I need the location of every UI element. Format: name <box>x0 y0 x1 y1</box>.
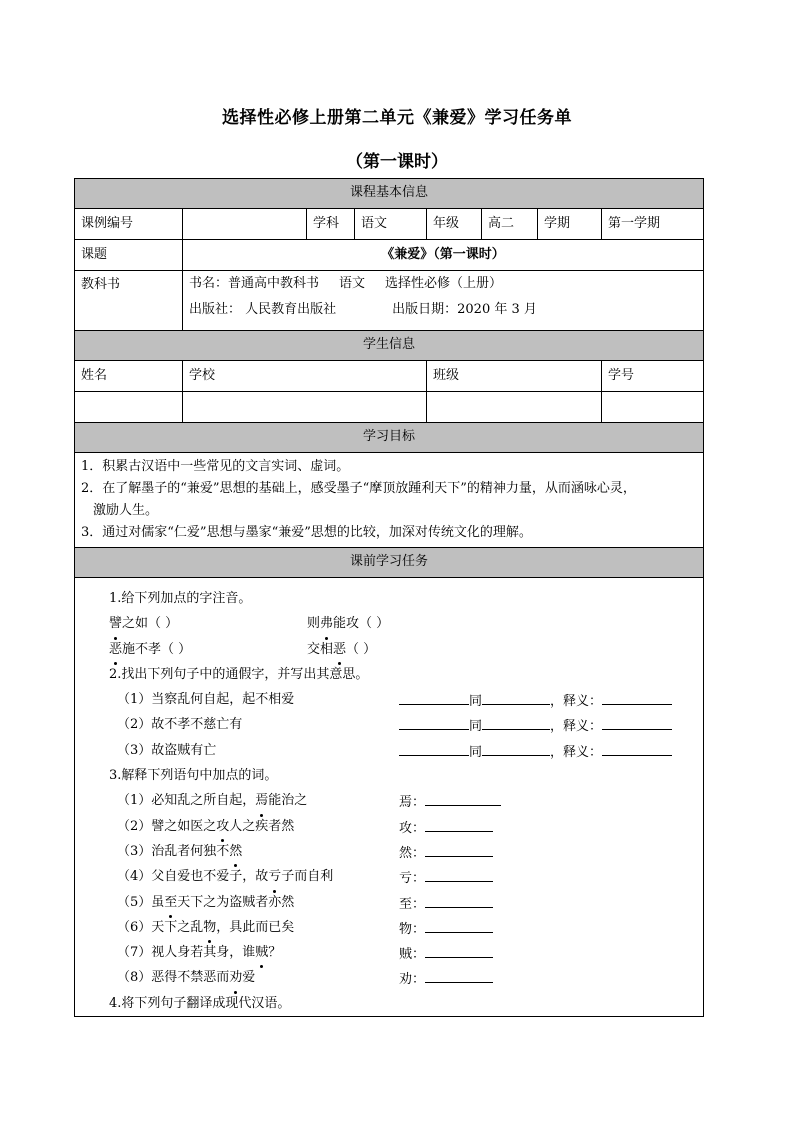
topic-label: 课题 <box>75 240 183 271</box>
goal-item-1: 1．积累古汉语中一些常见的文言实词、虚词。 <box>81 459 350 474</box>
q3-item: （7）视人身若其身，谁贼？ 贼： <box>109 940 697 965</box>
goals-row <box>75 453 704 548</box>
q2-answer-blanks[interactable]: 同 ，释义： <box>399 738 672 765</box>
subject-label: 学科 <box>307 209 355 240</box>
publish-date: 出版日期：2020 年 3 月 <box>392 302 537 317</box>
goal-item-2 <box>81 478 697 522</box>
q3-answer[interactable]: 攻： <box>399 814 493 841</box>
q2-answer-blanks[interactable]: 同 ，释义： <box>399 712 672 739</box>
subject-value: 语文 <box>355 209 427 240</box>
term-label: 学期 <box>538 209 602 240</box>
goals-header-row <box>75 423 704 453</box>
q2-item: （3）故盗贼有亡 同 ，释义： <box>109 738 697 763</box>
goal-item-2-text: 2．在了解墨子的“兼爱”思想的基础上，感受墨子“摩顶放踵利天下”的精神力量，从而涵咏心灵， <box>81 481 636 496</box>
textbook-row <box>75 271 704 331</box>
student-name-label: 姓名 <box>75 361 183 392</box>
q3-answer[interactable]: 物： <box>399 915 493 942</box>
course-info-header-row <box>75 179 704 209</box>
student-number-field[interactable] <box>602 392 704 423</box>
textbook-line-2 <box>189 297 697 323</box>
tasks-header-row <box>75 548 704 578</box>
q1-title: 1.给下列加点的字注音。 <box>109 591 252 606</box>
q1-item-a: 譬之如（ ） <box>109 616 178 631</box>
goal-item-3: 3．通过对儒家“仁爱”思想与墨家“兼爱”思想的比较，加深对传统文化的理解。 <box>81 525 532 540</box>
q3-answer[interactable]: 然： <box>399 839 493 866</box>
q3-item: （2）譬之如医之攻人之疾者然 攻： <box>109 814 697 839</box>
course-id-label: 课例编号 <box>75 209 183 240</box>
book-volume: 选择性必修（上册） <box>385 276 503 291</box>
q3-answer[interactable]: 至： <box>399 890 493 917</box>
q3-answer[interactable]: 劝： <box>399 965 493 992</box>
q2-item: （1）当察乱何自起，起不相爱 同 ，释义： <box>109 687 697 712</box>
term-value: 第一学期 <box>602 209 704 240</box>
student-info-header-row <box>75 331 704 361</box>
q2-title: 2.找出下列句子中的通假字，并写出其意思。 <box>109 666 369 682</box>
textbook-line-1 <box>189 271 697 297</box>
course-info-header: 课程基本信息 <box>75 179 704 209</box>
course-id-value[interactable] <box>183 209 307 240</box>
student-class-field[interactable] <box>427 392 602 423</box>
topic-value: 《兼爱》（第一课时） <box>183 240 704 271</box>
q4-title: 4.将下列句子翻译成现代汉语。 <box>109 995 291 1011</box>
document-title: 选择性必修上册第二单元《兼爱》学习任务单 <box>222 108 572 128</box>
q3-item: （8）恶得不禁恶而劝爱 劝： <box>109 965 697 990</box>
q3-item: （4）父自爱也不爱子，故亏子而自利 亏： <box>109 864 697 889</box>
q1-row-1 <box>109 611 697 636</box>
q2-item: （2）故不孝不慈亡有 同 ，释义： <box>109 712 697 737</box>
student-name-field[interactable] <box>75 392 183 423</box>
publisher: 出版社： 人民教育出版社 <box>189 302 337 317</box>
q1-row-2 <box>109 637 697 662</box>
student-number-label: 学号 <box>602 361 704 392</box>
q1-item-d: 交相恶（ ） <box>307 637 376 662</box>
student-class-label: 班级 <box>427 361 602 392</box>
q3-item: （1）必知乱之所自起，焉能治之 焉： <box>109 788 697 813</box>
q3-item: （6）天下之乱物，具此而已矣 物： <box>109 915 697 940</box>
student-info-values-row <box>75 392 704 423</box>
q3-answer[interactable]: 贼： <box>399 940 493 967</box>
tasks-row <box>75 578 704 1017</box>
q1-item-b: 则弗能攻（ ） <box>307 611 389 636</box>
student-info-header: 学生信息 <box>75 331 704 361</box>
topic-row <box>75 240 704 271</box>
q2-answer-blanks[interactable]: 同 ，释义： <box>399 687 672 714</box>
q3-item: （5）虽至天下之为盗贼者亦然 至： <box>109 890 697 915</box>
textbook-label: 教科书 <box>75 271 183 331</box>
goals-list <box>75 453 704 548</box>
book-subject: 语文 <box>339 276 366 291</box>
tasks-header: 课前学习任务 <box>75 548 704 578</box>
q3-item: （3）治乱者何独不然 然： <box>109 839 697 864</box>
q3-answer[interactable]: 亏： <box>399 864 493 891</box>
grade-label: 年级 <box>427 209 482 240</box>
student-school-field[interactable] <box>183 392 427 423</box>
book-name: 书名：普通高中教科书 <box>189 276 320 291</box>
q1-item-c: 恶施不孝（ ） <box>109 642 191 657</box>
worksheet-table <box>74 178 704 1017</box>
q3-title: 3.解释下列语句中加点的词。 <box>109 768 278 784</box>
goal-item-2-cont: 激励人生。 <box>93 503 159 518</box>
q3-answer[interactable]: 焉： <box>399 788 501 815</box>
grade-value: 高二 <box>482 209 538 240</box>
textbook-info <box>183 271 704 331</box>
document-subtitle: （第一课时） <box>346 152 448 172</box>
student-school-label: 学校 <box>183 361 427 392</box>
student-info-labels-row <box>75 361 704 392</box>
goals-header: 学习目标 <box>75 423 704 453</box>
tasks-content <box>75 578 704 1017</box>
course-id-row <box>75 209 704 240</box>
